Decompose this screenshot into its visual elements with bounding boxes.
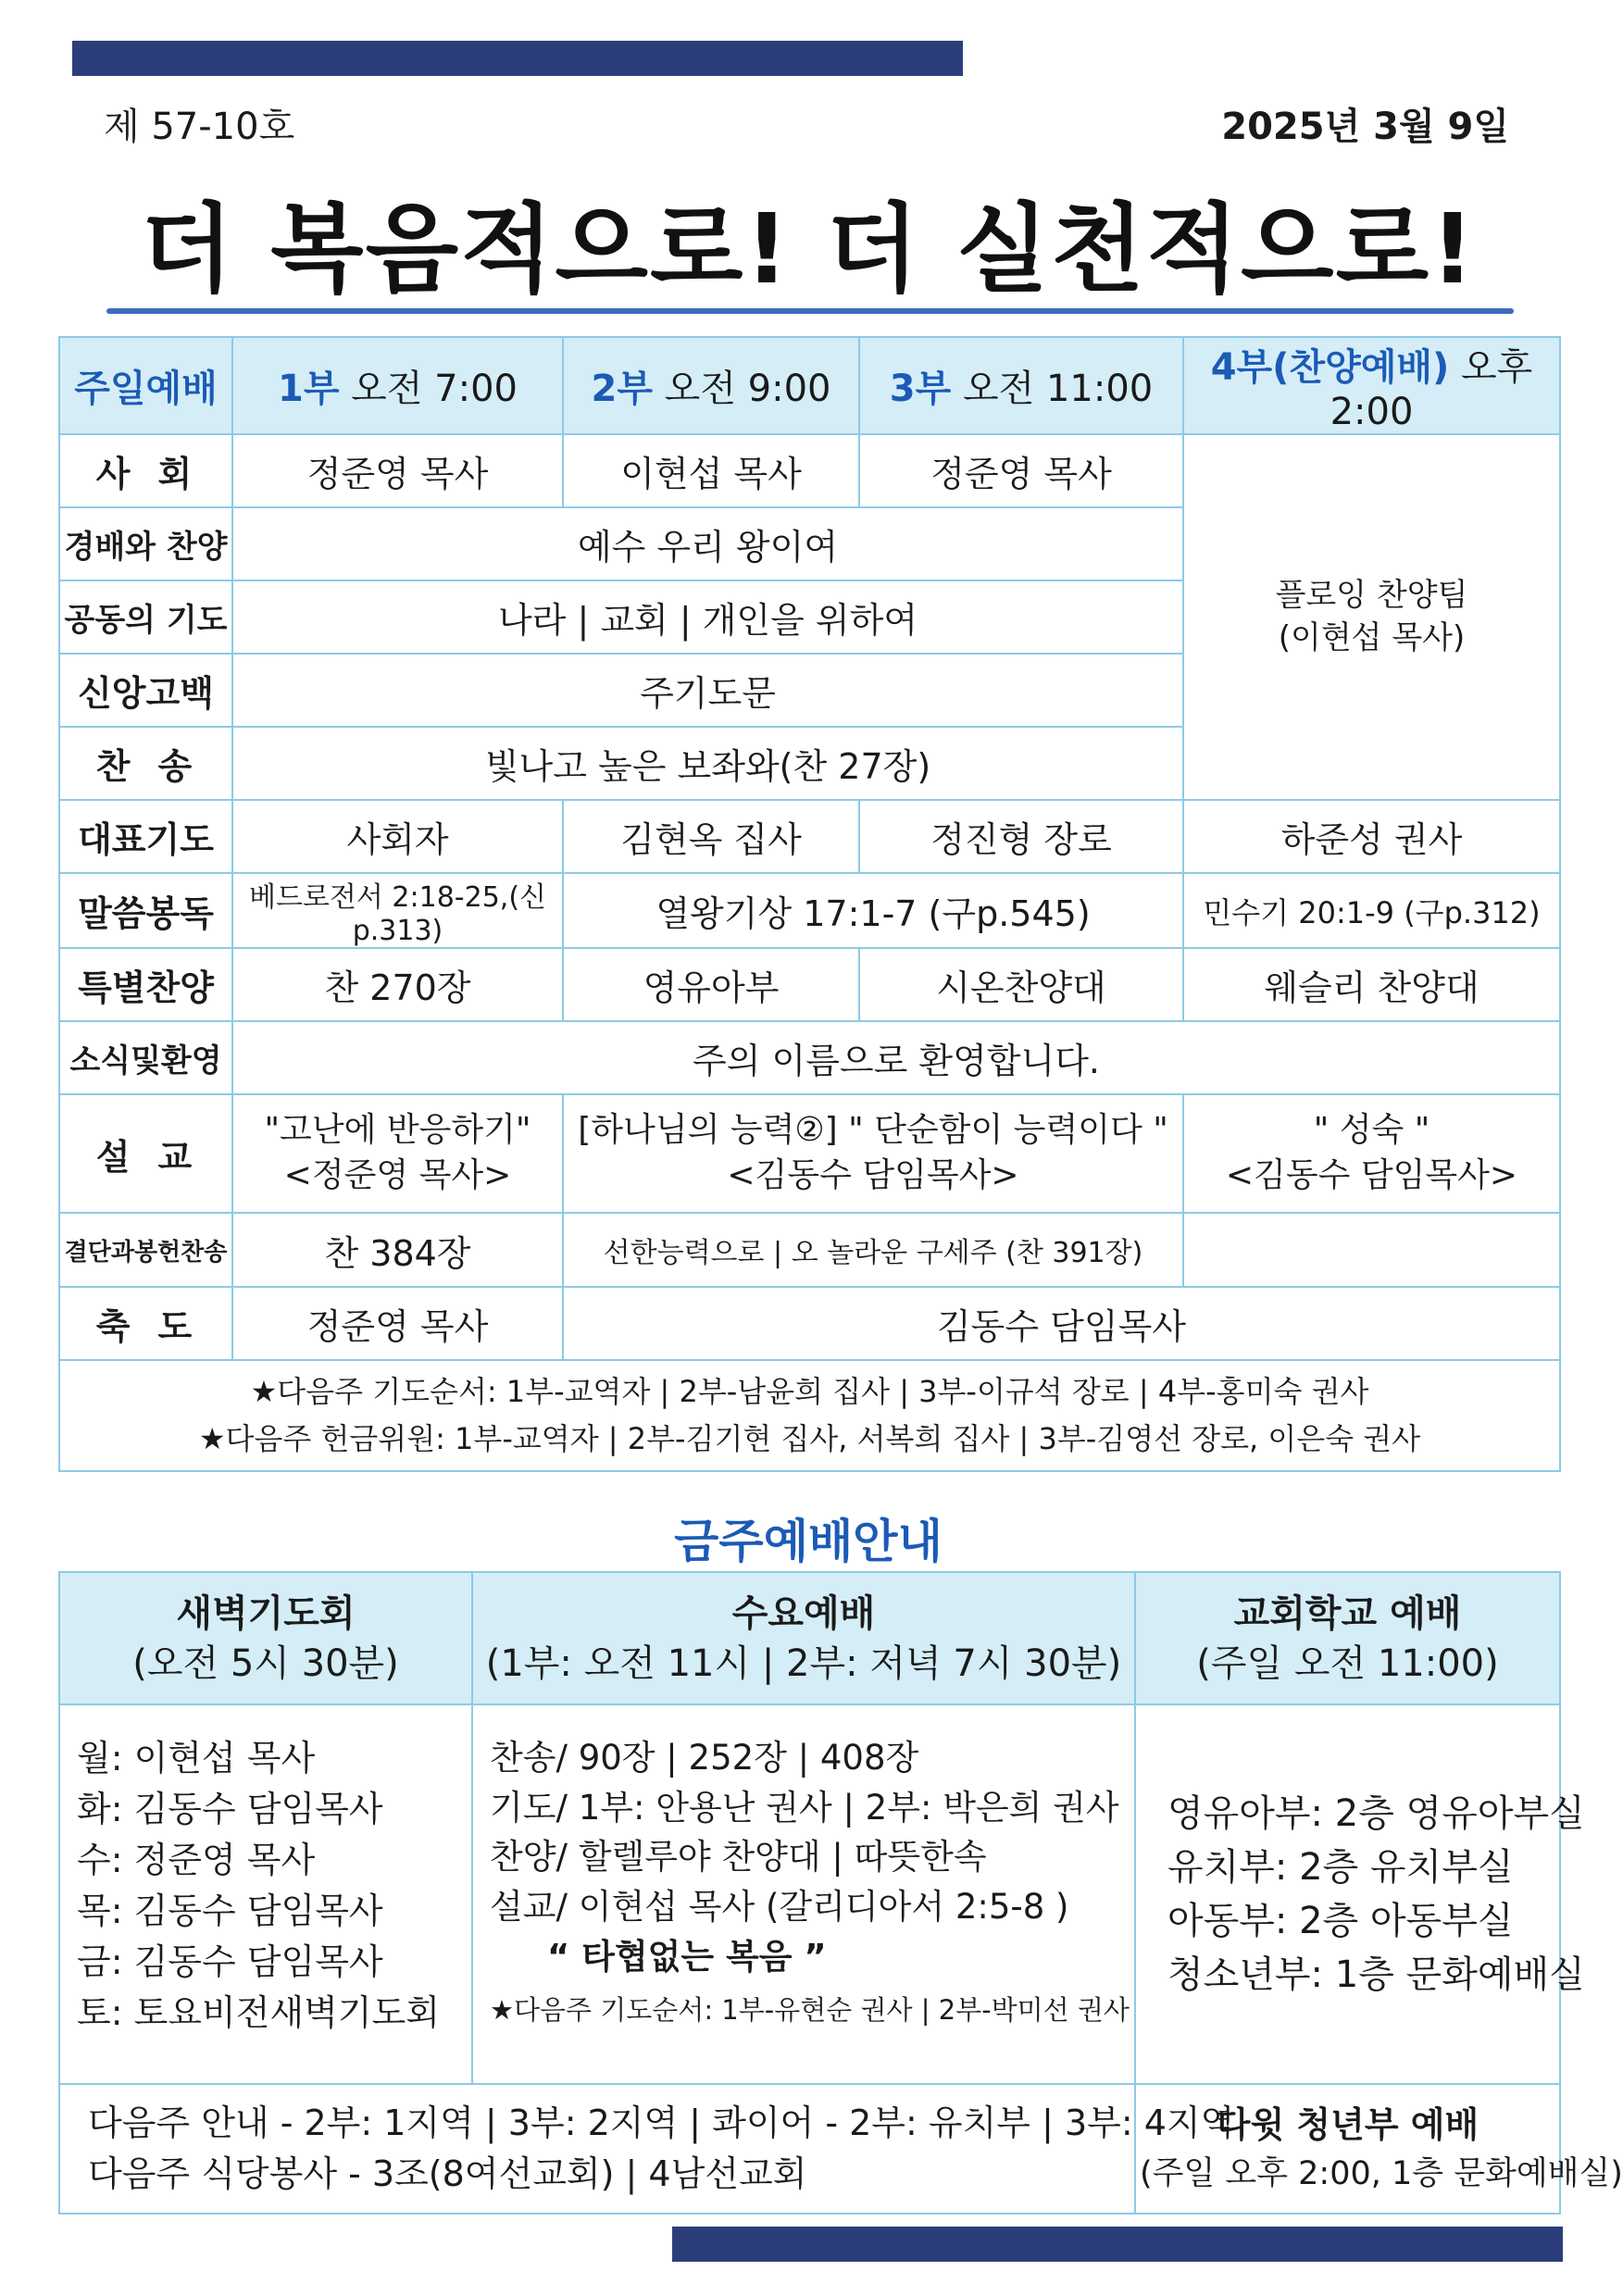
cell: 웨슬리 찬양대 bbox=[1183, 948, 1560, 1021]
row-label: 공동의 기도 bbox=[59, 580, 232, 654]
cell: 하준성 권사 bbox=[1183, 800, 1560, 873]
youth-time: (주일 오후 2:00, 1층 문화예배실) bbox=[1140, 2155, 1623, 2193]
next-week-kitchen: 다음주 식당봉사 - 3조(8여선교회) | 4남선교회 bbox=[88, 2153, 807, 2194]
row-label: 사회 bbox=[59, 434, 232, 507]
sermon-row bbox=[59, 1094, 1560, 1213]
service-3-header: 3부 오전 11:00 bbox=[859, 337, 1183, 434]
cell: 김현옥 집사 bbox=[563, 800, 859, 873]
top-decor-bar bbox=[72, 41, 963, 76]
weekly-body-row bbox=[59, 1704, 1560, 2084]
row-label: 신앙고백 bbox=[59, 654, 232, 727]
youth-title: 다윗 청년부 예배 bbox=[1216, 2104, 1479, 2146]
page-title: 더 복음적으로! 더 실천적으로! bbox=[140, 193, 1477, 306]
cell: 민수기 20:1-9 (구p.312) bbox=[1183, 873, 1560, 948]
bulletin-date: 2025년 3월 9일 bbox=[1221, 106, 1509, 148]
service-4-header: 4부(찬양예배) 오후 2:00 bbox=[1183, 337, 1560, 434]
list-item: 수: 정준영 목사 bbox=[77, 1840, 316, 1881]
sermon-23-cell: [하나님의 능력②] " 단순함이 능력이다 " <김동수 담임목사> bbox=[563, 1094, 1183, 1213]
next-offering-team: ★다음주 헌금위원: 1부-교역자 | 2부-김기현 집사, 서복희 집사 | 3부-김영선 장로, 이은숙 권사 bbox=[198, 1421, 1421, 1456]
cell: 정준영 목사 bbox=[859, 434, 1183, 507]
row-label: 축도 bbox=[59, 1287, 232, 1360]
row-label: 말씀봉독 bbox=[59, 873, 232, 948]
sermon-1-cell: "고난에 반응하기" <정준영 목사> bbox=[232, 1094, 563, 1213]
list-item: 유치부: 2층 유치부실 bbox=[1167, 1846, 1514, 1889]
service-header-row bbox=[59, 337, 1560, 434]
dawn-schedule bbox=[59, 1704, 472, 2084]
list-item: 화: 김동수 담임목사 bbox=[77, 1789, 383, 1830]
row-label: 찬송 bbox=[59, 727, 232, 800]
list-item: 기도/ 1부: 안용난 권사 | 2부: 박은희 권사 bbox=[490, 1787, 1119, 1828]
list-item: 청소년부: 1층 문화예배실 bbox=[1167, 1953, 1585, 1996]
school-schedule bbox=[1135, 1704, 1585, 2084]
service-2-header: 2부 오전 9:00 bbox=[563, 337, 859, 434]
sunday-corner-label: 주일예배 bbox=[59, 337, 232, 434]
decision-hymn-row bbox=[59, 1213, 1560, 1287]
school-header: 교회학교 예배 (주일 오전 11:00) bbox=[1135, 1572, 1560, 1704]
list-item: 찬양/ 할렐루야 찬양대 | 따뜻한속 bbox=[490, 1837, 987, 1878]
cell: 찬 270장 bbox=[232, 948, 563, 1021]
cell: 이현섭 목사 bbox=[563, 434, 859, 507]
cell: 빛나고 높은 보좌와(찬 27장) bbox=[232, 727, 1183, 800]
row-label: 설교 bbox=[59, 1094, 232, 1213]
news-row bbox=[59, 1021, 1560, 1094]
sermon-4-cell: " 성숙 " <김동수 담임목사> bbox=[1183, 1094, 1560, 1213]
benediction-row bbox=[59, 1287, 1560, 1360]
list-item: 영유아부: 2층 영유아부실 bbox=[1167, 1792, 1585, 1835]
praise-team-cell: 플로잉 찬양팀 (이현섭 목사) bbox=[1183, 434, 1560, 800]
cell: 정준영 목사 bbox=[232, 434, 563, 507]
row-label: 경배와 찬양 bbox=[59, 507, 232, 580]
cell: 선한능력으로 | 오 놀라운 구세주 (찬 391장) bbox=[563, 1213, 1183, 1287]
presider-row bbox=[59, 434, 1560, 507]
cell: 김동수 담임목사 bbox=[563, 1287, 1560, 1360]
cell: 주기도문 bbox=[232, 654, 1183, 727]
service-1-header: 1부 오전 7:00 bbox=[232, 337, 563, 434]
weekly-service-table bbox=[58, 1571, 1623, 2215]
cell: 영유아부 bbox=[563, 948, 859, 1021]
rep-prayer-row bbox=[59, 800, 1560, 873]
weekly-header-row bbox=[59, 1572, 1560, 1704]
wednesday-next-prayer: ★다음주 기도순서: 1부-유현순 권사 | 2부-박미선 권사 bbox=[490, 1994, 1130, 2027]
list-item: 목: 김동수 담임목사 bbox=[77, 1890, 383, 1932]
cell: 열왕기상 17:1-7 (구p.545) bbox=[563, 873, 1183, 948]
wednesday-header: 수요예배 (1부: 오전 11시 | 2부: 저녁 7시 30분) bbox=[472, 1572, 1135, 1704]
bottom-decor-bar bbox=[672, 2227, 1563, 2262]
wednesday-sermon-title: “ 타협없는 복음 ” bbox=[547, 1936, 827, 1977]
next-prayer-order: ★다음주 기도순서: 1부-교역자 | 2부-남윤희 집사 | 3부-이규석 장로 | 4부-홍미숙 권사 bbox=[250, 1373, 1369, 1409]
cell: 베드로전서 2:18-25,(신p.313) bbox=[232, 873, 563, 948]
empty-cell bbox=[1183, 1213, 1560, 1287]
reading-row bbox=[59, 873, 1560, 948]
cell: 예수 우리 왕이여 bbox=[232, 507, 1183, 580]
title-divider bbox=[106, 308, 1514, 314]
issue-number: 제 57-10호 bbox=[104, 106, 295, 148]
cell: 정진형 장로 bbox=[859, 800, 1183, 873]
cell: 찬 384장 bbox=[232, 1213, 563, 1287]
row-label: 결단과봉헌찬송 bbox=[59, 1213, 232, 1287]
list-item: 금: 김동수 담임목사 bbox=[77, 1941, 383, 1983]
next-week-notes-row bbox=[59, 1360, 1560, 1471]
special-music-row bbox=[59, 948, 1560, 1021]
cell: 정준영 목사 bbox=[232, 1287, 563, 1360]
list-item: 아동부: 2층 아동부실 bbox=[1167, 1900, 1514, 1942]
list-item: 월: 이현섭 목사 bbox=[77, 1738, 316, 1778]
dawn-header: 새벽기도회 (오전 5시 30분) bbox=[59, 1572, 472, 1704]
cell: 주의 이름으로 환영합니다. bbox=[232, 1021, 1560, 1094]
list-item: 토: 토요비전새벽기도회 bbox=[77, 1992, 440, 2034]
row-label: 대표기도 bbox=[59, 800, 232, 873]
cell: 사회자 bbox=[232, 800, 563, 873]
row-label: 소식및환영 bbox=[59, 1021, 232, 1094]
cell: 나라 | 교회 | 개인을 위하여 bbox=[232, 580, 1183, 654]
weekly-section-title: 금주예배안내 bbox=[674, 1515, 943, 1568]
sunday-service-table bbox=[58, 336, 1561, 1472]
row-label: 특별찬양 bbox=[59, 948, 232, 1021]
weekly-footer-row bbox=[59, 2084, 1560, 2214]
next-week-info bbox=[59, 2084, 1235, 2214]
cell: 시온찬양대 bbox=[859, 948, 1183, 1021]
list-item: 설교/ 이현섭 목사 (갈리디아서 2:5-8 ) bbox=[490, 1886, 1069, 1927]
next-week-notes bbox=[59, 1360, 1560, 1471]
wednesday-schedule bbox=[472, 1704, 1135, 2084]
list-item: 찬송/ 90장 | 252장 | 408장 bbox=[490, 1738, 919, 1778]
next-week-guide: 다음주 안내 - 2부: 1지역 | 3부: 2지역 | 콰이어 - 2부: 유치부 | 3부: 4지역 bbox=[88, 2102, 1235, 2143]
